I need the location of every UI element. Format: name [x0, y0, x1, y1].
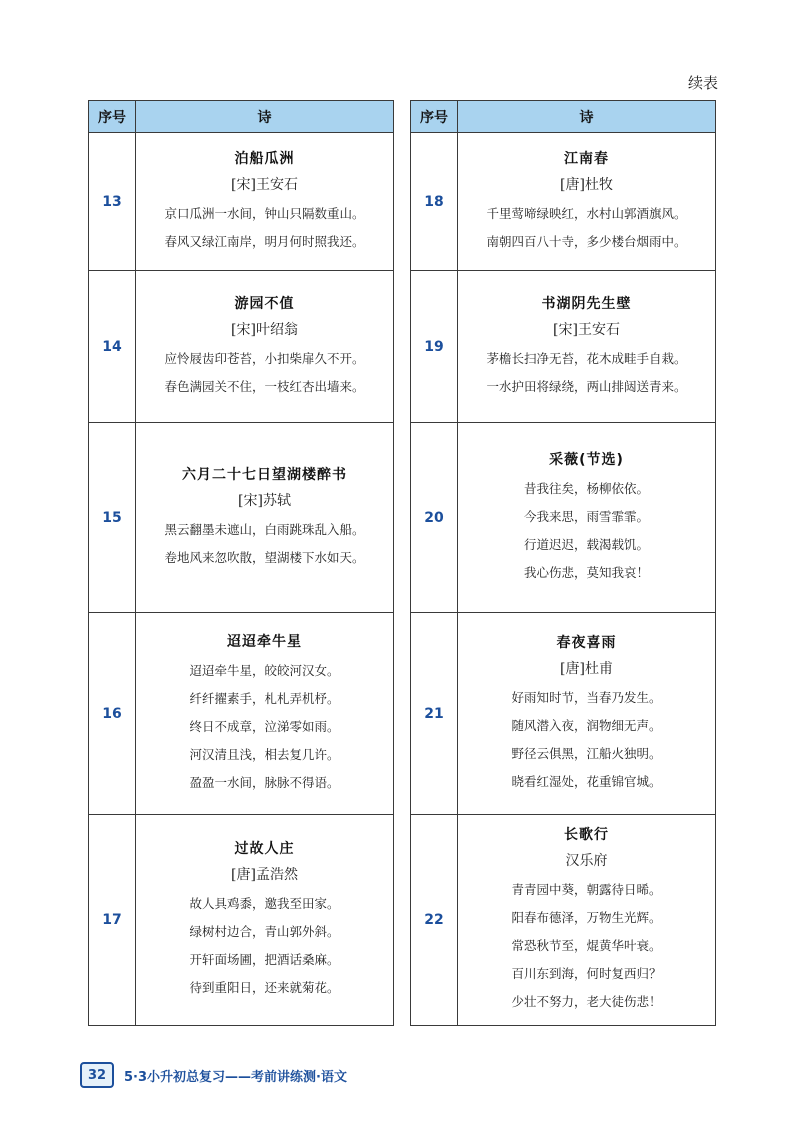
page-footer [80, 1062, 347, 1088]
poem-number: 21 [411, 613, 458, 814]
poem-line: 盈盈一水间，脉脉不得语。 [189, 774, 340, 790]
poem-line: 野径云俱黑，江船火独明。 [511, 745, 662, 761]
poem-number: 15 [89, 423, 136, 612]
poem-title: 采薇(节选) [549, 451, 624, 468]
poem-cell [136, 423, 393, 612]
poem-cell [136, 271, 393, 422]
header-number: 序号 [89, 101, 136, 132]
poem-author: [宋]王安石 [231, 176, 298, 193]
poem-line: 春色满园关不住，一枝红杏出墙来。 [164, 378, 365, 394]
poem-number: 16 [89, 613, 136, 814]
poem-author: [唐]杜甫 [560, 660, 613, 677]
poem-line: 好雨知时节，当春乃发生。 [511, 689, 662, 705]
table-row [411, 271, 715, 423]
poem-line: 南朝四百八十寺，多少楼台烟雨中。 [486, 233, 687, 249]
poem-line: 百川东到海，何时复西归？ [511, 966, 662, 981]
poem-number: 13 [89, 133, 136, 270]
poem-title: 泊船瓜洲 [234, 150, 295, 167]
header-poem: 诗 [257, 109, 272, 126]
table-row [89, 815, 393, 1025]
poem-author: [唐]杜牧 [560, 176, 613, 193]
poem-line: 昔我往矣，杨柳依依。 [523, 480, 649, 496]
book-series-title: 5·3小升初总复习——考前讲练测·语文 [124, 1069, 347, 1085]
table-row [411, 613, 715, 815]
poem-author: [唐]孟浩然 [231, 867, 298, 883]
poem-line: 我心伤悲，莫知我哀！ [523, 564, 649, 580]
poem-line: 绿树村边合，青山郭外斜。 [189, 924, 340, 939]
poem-cell [458, 613, 715, 814]
table-row [411, 133, 715, 271]
poem-line: 一水护田将绿绕，两山排闼送青来。 [486, 378, 687, 394]
poem-line: 迢迢牵牛星，皎皎河汉女。 [189, 662, 340, 678]
poem-table [88, 100, 716, 1026]
table-row [411, 815, 715, 1025]
table-row [89, 423, 393, 613]
poem-line: 少壮不努力，老大徒伤悲！ [511, 994, 662, 1009]
poem-cell [136, 613, 393, 814]
poem-cell [136, 133, 393, 270]
poem-title: 过故人庄 [234, 841, 295, 857]
poem-number: 20 [411, 423, 458, 612]
poem-line: 常恐秋节至，焜黄华叶衰。 [511, 938, 662, 953]
poem-title: 迢迢牵牛星 [227, 633, 302, 650]
poem-line: 黑云翻墨未遮山，白雨跳珠乱入船。 [164, 521, 365, 537]
poem-line: 千里莺啼绿映红，水村山郭酒旗风。 [486, 205, 687, 221]
rows-left [89, 133, 393, 1025]
header-poem: 诗 [579, 109, 594, 126]
poem-line: 纤纤擢素手，札札弄机杼。 [189, 690, 340, 706]
left-column [88, 100, 394, 1026]
poem-line: 行道迟迟，载渴载饥。 [523, 536, 649, 552]
poem-line: 开轩面场圃，把酒话桑麻。 [189, 952, 340, 967]
poem-title: 游园不值 [234, 295, 295, 312]
poem-title: 江南春 [564, 150, 609, 167]
table-row [89, 133, 393, 271]
poem-cell [458, 815, 715, 1025]
poem-line: 晓看红湿处，花重锦官城。 [511, 773, 662, 789]
poem-line: 终日不成章，泣涕零如雨。 [189, 718, 340, 734]
poem-cell [458, 133, 715, 270]
poem-title: 六月二十七日望湖楼醉书 [182, 466, 347, 483]
table-row [89, 271, 393, 423]
poem-number: 19 [411, 271, 458, 422]
poem-line: 青青园中葵，朝露待日晞。 [511, 882, 662, 897]
poem-number: 14 [89, 271, 136, 422]
poem-author: 汉乐府 [565, 853, 608, 869]
poem-line: 待到重阳日，还来就菊花。 [189, 980, 340, 995]
right-column [410, 100, 716, 1026]
poem-line: 阳春布德泽，万物生光辉。 [511, 910, 662, 925]
rows-right [411, 133, 715, 1025]
poem-cell [458, 423, 715, 612]
poem-title: 书湖阴先生壁 [541, 295, 632, 312]
poem-number: 22 [411, 815, 458, 1025]
poem-author: [宋]苏轼 [238, 492, 291, 509]
poem-line: 故人具鸡黍，邀我至田家。 [189, 896, 340, 911]
table-header [411, 101, 715, 133]
poem-author: [宋]王安石 [553, 321, 620, 338]
table-header [89, 101, 393, 133]
poem-author: [宋]叶绍翁 [231, 321, 298, 338]
poem-number: 18 [411, 133, 458, 270]
header-number: 序号 [411, 101, 458, 132]
poem-line: 河汉清且浅，相去复几许。 [189, 746, 340, 762]
poem-number: 17 [89, 815, 136, 1025]
poem-line: 随风潜入夜，润物细无声。 [511, 717, 662, 733]
poem-line: 今我来思，雨雪霏霏。 [523, 508, 649, 524]
table-row [89, 613, 393, 815]
page-number: 32 [80, 1062, 114, 1088]
poem-title: 长歌行 [564, 827, 609, 843]
poem-line: 茅檐长扫净无苔，花木成畦手自栽。 [486, 350, 687, 366]
poem-line: 春风又绿江南岸，明月何时照我还。 [164, 233, 365, 249]
table-row [411, 423, 715, 613]
poem-title: 春夜喜雨 [556, 634, 617, 651]
poem-cell [458, 271, 715, 422]
continued-label: 续表 [687, 74, 718, 92]
poem-line: 应怜屐齿印苍苔，小扣柴扉久不开。 [164, 350, 365, 366]
poem-line: 京口瓜洲一水间，钟山只隔数重山。 [164, 205, 365, 221]
poem-cell [136, 815, 393, 1025]
poem-line: 卷地风来忽吹散，望湖楼下水如天。 [164, 549, 365, 565]
